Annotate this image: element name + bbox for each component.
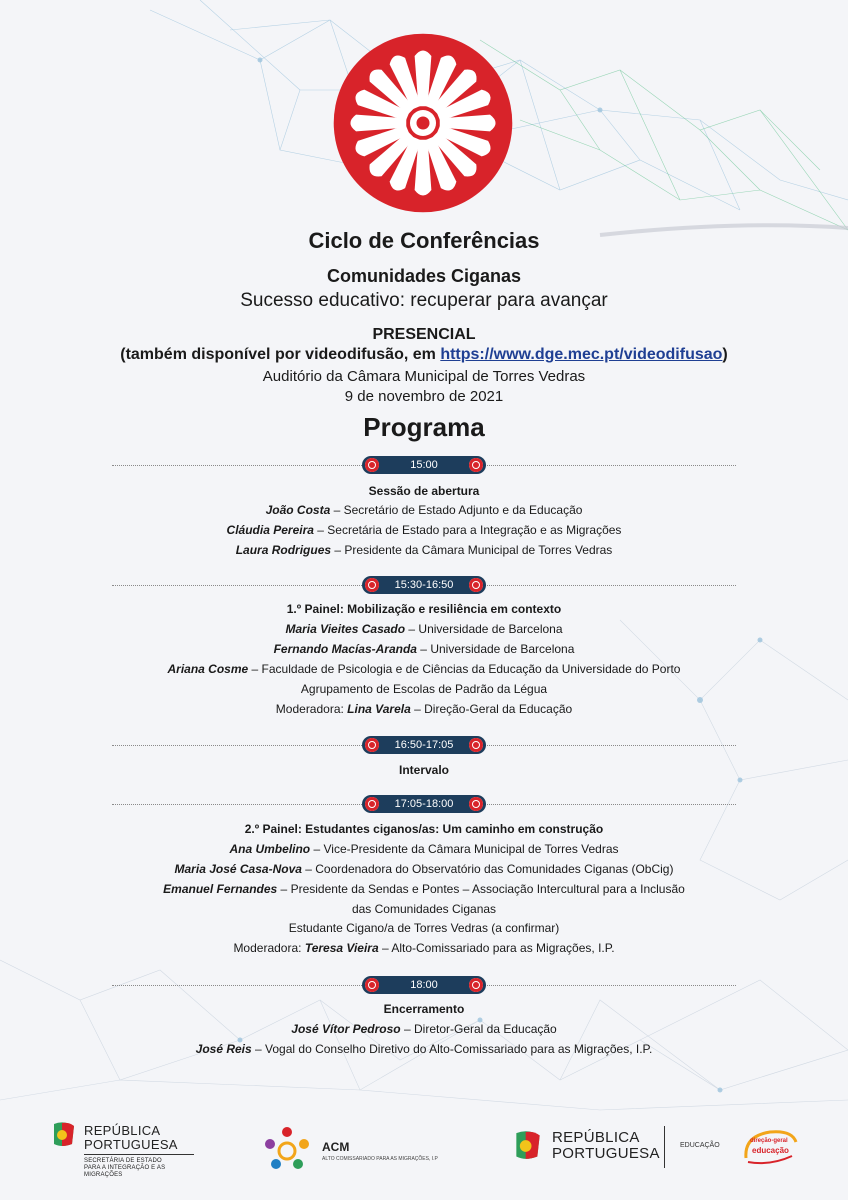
time-badge: 18:00 xyxy=(362,976,486,994)
speaker-line: José Vítor Pedroso – Diretor-Geral da Educação xyxy=(291,1022,557,1036)
speaker-line: Agrupamento de Escolas de Padrão da Légua xyxy=(300,682,548,696)
program-title: Programa xyxy=(363,412,485,442)
speaker-line: José Reis – Vogal do Conselho Diretivo do Alto-Comissariado para as Migrações, I.P. xyxy=(195,1042,653,1056)
session-heading: Encerramento xyxy=(383,1002,465,1016)
speaker-line: Laura Rodrigues – Presidente da Câmara Municipal de Torres Vedras xyxy=(235,543,613,557)
time-badge: 15:00 xyxy=(362,456,486,474)
speaker-line: Ana Umbelino – Vice-Presidente da Câmara Municipal de Torres Vedras xyxy=(229,842,619,856)
event-subtitle: Comunidades Ciganas xyxy=(326,266,522,286)
speaker-line: João Costa – Secretário de Estado Adjunto e da Educação xyxy=(265,503,583,517)
wheel-icon xyxy=(469,578,483,592)
republica-portuguesa-sem-logo: REPÚBLICA PORTUGUESA SECRETÁRIA DE ESTADO PARA A INTEGRAÇÃO E AS MIGRAÇÕES xyxy=(52,1122,202,1176)
wheel-icon xyxy=(469,458,483,472)
event-mode: PRESENCIAL xyxy=(372,326,476,343)
speaker-line: Cláudia Pereira – Secretária de Estado para a Integração e as Migrações xyxy=(226,523,622,537)
time-badge: 16:50-17:05 xyxy=(362,736,486,754)
portugal-flag-icon xyxy=(52,1122,76,1148)
event-venue: Auditório da Câmara Municipal de Torres Vedras xyxy=(262,368,586,385)
wheel-icon xyxy=(469,978,483,992)
speaker-line: Maria Vieites Casado – Universidade de Barcelona xyxy=(285,622,563,636)
portugal-flag-icon xyxy=(514,1130,542,1162)
speaker-line: Moderadora: Lina Varela – Direção-Geral da Educação xyxy=(275,702,573,716)
dge-logo: direção-geral educação xyxy=(740,1128,804,1168)
acm-logo: ACM ALTO COMISSARIADO PARA AS MIGRAÇÕES, I.P xyxy=(262,1124,462,1176)
session-heading: 1.º Painel: Mobilização e resiliência em contexto xyxy=(286,602,562,616)
event-title: Ciclo de Conferências xyxy=(308,228,540,253)
wheel-icon xyxy=(365,458,379,472)
wheel-icon xyxy=(365,738,379,752)
speaker-line: Emanuel Fernandes – Presidente da Sendas e Pontes – Associação Intercultural para a Inclusão xyxy=(163,882,685,896)
time-badge: 15:30-16:50 xyxy=(362,576,486,594)
session-heading: Intervalo xyxy=(398,763,449,777)
speaker-line: Moderadora: Teresa Vieira – Alto-Comissariado para as Migrações, I.P. xyxy=(233,941,615,955)
video-info: (também disponível por videodifusão, em https://www.dge.mec.pt/videodifusao) xyxy=(120,346,728,363)
session-heading: 2.º Painel: Estudantes ciganos/as: Um caminho em construção xyxy=(244,822,604,836)
wheel-icon xyxy=(365,978,379,992)
session-heading: Sessão de abertura xyxy=(368,484,480,498)
speaker-line: das Comunidades Ciganas xyxy=(351,902,497,916)
speaker-line: Maria José Casa-Nova – Coordenadora do Observatório das Comunidades Ciganas (ObCig) xyxy=(174,862,674,876)
wheel-icon xyxy=(365,797,379,811)
acm-people-icon xyxy=(262,1124,312,1174)
wheel-icon xyxy=(469,738,483,752)
speaker-line: Fernando Macías-Aranda – Universidade de Barcelona xyxy=(273,642,575,656)
wheel-icon xyxy=(365,578,379,592)
event-date: 9 de novembro de 2021 xyxy=(344,388,504,405)
time-badge: 17:05-18:00 xyxy=(362,795,486,813)
video-link[interactable]: https://www.dge.mec.pt/videodifusao xyxy=(440,346,723,363)
roma-wheel-icon xyxy=(330,30,516,216)
event-tagline: Sucesso educativo: recuperar para avançar xyxy=(240,290,608,311)
wheel-icon xyxy=(469,797,483,811)
educacao-label: EDUCAÇÃO xyxy=(680,1142,720,1149)
speaker-line: Estudante Cigano/a de Torres Vedras (a confirmar) xyxy=(288,921,560,935)
republica-portuguesa-educacao-logo: REPÚBLICA PORTUGUESA xyxy=(514,1126,684,1172)
speaker-line: Ariana Cosme – Faculdade de Psicologia e de Ciências da Educação da Universidade do Porto xyxy=(167,662,681,676)
